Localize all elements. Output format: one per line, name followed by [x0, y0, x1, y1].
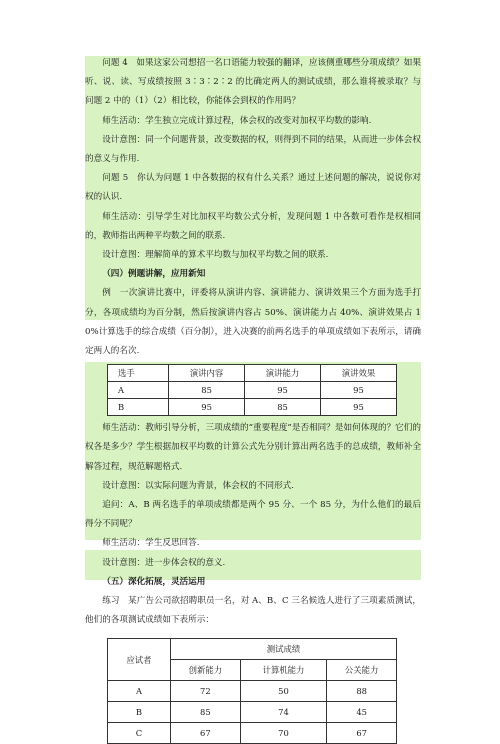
candidate-score-table	[107, 638, 397, 744]
table-header-row	[108, 365, 397, 382]
table-cell: 85	[169, 382, 245, 399]
example-text: 例 一次演讲比赛中，评委将从演讲内容、演讲能力、演讲效果三个方面为选手打分，各项成绩均为百分制，然后按演讲内容占 50%、演讲能力占 40%、演讲效果占 10%计算选手的综合成绩（百分制），进入决赛的前两名选手的单项成绩如下表所示，请确定两人的名次.	[85, 288, 421, 357]
practice-text: 练习 某广告公司欲招聘职员一名，对 A、B、C 三名候选人进行了三项素质测试，他们的各项测试成绩如下表所示：	[85, 596, 421, 626]
table-header-cell: 创新能力	[171, 660, 241, 681]
question-5: 问题 5 你认为问题 1 中各数据的权有什么关系？通过上述问题的解决，说说你对权的认识.	[85, 173, 421, 203]
table-header-cell: 演讲内容	[169, 365, 245, 382]
table-cell: 85	[171, 702, 241, 723]
table-cell: 45	[327, 702, 397, 723]
table-cell: 95	[169, 399, 245, 416]
table-cell: A	[108, 382, 169, 399]
table-header-cell: 公关能力	[327, 660, 397, 681]
table-header-row	[108, 639, 397, 660]
section-heading-5: （五）深化拓展，灵活运用	[102, 576, 206, 587]
table-group-header: 测试成绩	[171, 639, 397, 660]
design-intent: 设计意图：以实际问题为背景，体会权的不同形式.	[102, 480, 294, 491]
table-row	[108, 681, 397, 702]
table-cell: 95	[245, 382, 321, 399]
table-header-cell: 演讲效果	[321, 365, 397, 382]
question-4: 问题 4 如果这家公司想招一名口语能力较强的翻译，应该侧重哪些分项成绩？如果听、说、读、写成绩按照 3∶3∶2∶2 的比确定两人的测试成绩，那么谁将被录取？与问题 2 中的（1）（2）相比较，你能体会到权的作用吗？	[85, 58, 421, 107]
table-corner-cell: 应试者	[108, 639, 171, 681]
table-cell: C	[108, 723, 171, 744]
table-cell: 67	[171, 723, 241, 744]
design-intent: 设计意图：理解简单的算术平均数与加权平均数之间的联系.	[102, 250, 329, 261]
teacher-student-activity: 师生活动：学生反思回答.	[102, 538, 200, 549]
table-cell: 50	[240, 681, 327, 702]
teacher-student-activity: 师生活动：学生独立完成计算过程，体会权的改变对加权平均数的影响.	[102, 115, 372, 126]
table-header-cell: 计算机能力	[240, 660, 327, 681]
speech-score-table	[107, 364, 397, 416]
section-heading-4: （四）例题讲解，应用新知	[102, 269, 206, 280]
table-row	[108, 382, 397, 399]
table-cell: 70	[240, 723, 327, 744]
table-header-cell: 演讲能力	[245, 365, 321, 382]
teacher-student-activity: 师生活动：引导学生对比加权平均数公式分析，发现问题 1 中各数可看作是权相同的，教师指出两种平均数之间的联系.	[85, 211, 421, 241]
table-cell: 74	[240, 702, 327, 723]
follow-up-question: 追问：A、B 两名选手的单项成绩都是两个 95 分、一个 85 分，为什么他们的最后得分不同呢？	[85, 500, 421, 530]
table-cell: A	[108, 681, 171, 702]
table-row	[108, 723, 397, 744]
table-cell: B	[108, 399, 169, 416]
teacher-student-activity: 师生活动：教师引导分析，三项成绩的“重要程度”是否相同？是如何体现的？它们的权各是多少？学生根据加权平均数的计算公式先分别计算出两名选手的总成绩，教师补全解答过程，规范解题格式.	[85, 423, 421, 472]
document-body	[85, 54, 421, 744]
design-intent: 设计意图：同一个问题背景，改变数据的权，则得到不同的结果，从而进一步体会权的意义与作用.	[85, 134, 421, 165]
table-cell: 67	[327, 723, 397, 744]
table-cell: 95	[321, 382, 397, 399]
table-row	[108, 399, 397, 416]
table-row	[108, 702, 397, 723]
table-cell: 85	[245, 399, 321, 416]
table-header-cell: 选手	[108, 365, 169, 382]
table-cell: 88	[327, 681, 397, 702]
table-cell: B	[108, 702, 171, 723]
table-cell: 95	[321, 399, 397, 416]
table-cell: 72	[171, 681, 241, 702]
design-intent: 设计意图：进一步体会权的意义.	[102, 557, 226, 568]
